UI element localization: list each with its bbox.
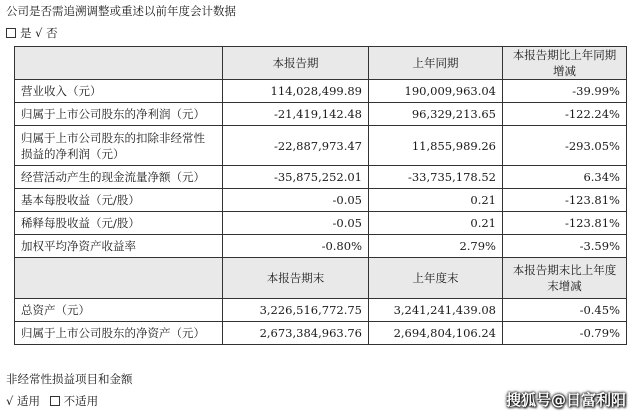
table-row (15, 80, 627, 103)
change-value: -0.45% (503, 299, 627, 322)
row-label: 经营活动产生的现金流量净额（元） (15, 166, 223, 189)
change-value: -39.99% (503, 80, 627, 103)
current-value: -0.05 (223, 212, 369, 235)
change-value: -0.79% (503, 322, 627, 345)
table-row (15, 235, 627, 258)
row-label: 归属于上市公司股东的净资产（元） (15, 322, 223, 345)
table-row (15, 166, 627, 189)
prior-value: 0.21 (369, 189, 503, 212)
option-yes-label: 是 (20, 26, 32, 40)
current-value: 3,226,516,772.75 (223, 299, 369, 322)
prior-value: 2,694,804,106.24 (369, 322, 503, 345)
row-label: 营业收入（元） (15, 80, 223, 103)
prior-value: 3,241,241,439.08 (369, 299, 503, 322)
applicability-options (6, 393, 98, 409)
header-prior-year-end: 上年度末 (369, 258, 503, 299)
table-row (15, 322, 627, 345)
row-label: 基本每股收益（元/股） (15, 189, 223, 212)
unchecked-box-icon (6, 28, 16, 38)
change-value: -293.05% (503, 126, 627, 166)
unchecked-box-icon (50, 396, 60, 406)
current-value: 2,673,384,963.76 (223, 322, 369, 345)
prior-value: 2.79% (369, 235, 503, 258)
table-row (15, 126, 627, 166)
change-value: 6.34% (503, 166, 627, 189)
row-label: 总资产（元） (15, 299, 223, 322)
row-label: 加权平均净资产收益率 (15, 235, 223, 258)
table-row (15, 189, 627, 212)
header-period-end: 本报告期末 (223, 258, 369, 299)
header-blank (15, 258, 223, 299)
section-heading: 公司是否需追溯调整或重述以前年度会计数据 (6, 4, 236, 18)
table-row (15, 212, 627, 235)
header-blank (15, 47, 223, 80)
header-prior-period: 上年同期 (369, 47, 503, 80)
prior-value: 96,329,213.65 (369, 103, 503, 126)
change-value: -123.81% (503, 189, 627, 212)
table2-header-row (15, 258, 627, 299)
current-value: -22,887,973.47 (223, 126, 369, 166)
row-label: 归属于上市公司股东的净利润（元） (15, 103, 223, 126)
option-no-label: 否 (46, 26, 58, 40)
check-mark: √ (6, 394, 14, 408)
header-change: 本报告期末比上年度末增减 (503, 258, 627, 299)
current-value: 114,028,499.89 (223, 80, 369, 103)
current-value: -35,875,252.01 (223, 166, 369, 189)
table-row (15, 299, 627, 322)
change-value: -3.59% (503, 235, 627, 258)
current-value: -0.80% (223, 235, 369, 258)
change-value: -123.81% (503, 212, 627, 235)
prior-value: -33,735,178.52 (369, 166, 503, 189)
option-not-applicable-label: 不适用 (63, 394, 99, 408)
financial-data-table (14, 46, 627, 345)
option-applicable-label: 适用 (16, 394, 40, 408)
header-current-period: 本报告期 (223, 47, 369, 80)
check-mark: √ (35, 26, 43, 40)
prior-value: 0.21 (369, 212, 503, 235)
restatement-options (6, 25, 58, 41)
header-change: 本报告期比上年同期增减 (503, 47, 627, 80)
prior-value: 11,855,989.26 (369, 126, 503, 166)
row-label: 稀释每股收益（元/股） (15, 212, 223, 235)
current-value: -0.05 (223, 189, 369, 212)
footer-heading: 非经常性损益项目和金额 (6, 372, 133, 386)
row-label: 归属于上市公司股东的扣除非经常性损益的净利润（元） (15, 126, 223, 166)
prior-value: 190,009,963.04 (369, 80, 503, 103)
watermark: 搜狐号@日富利阳 (505, 391, 626, 409)
table-row (15, 103, 627, 126)
current-value: -21,419,142.48 (223, 103, 369, 126)
table1-header-row (15, 47, 627, 80)
change-value: -122.24% (503, 103, 627, 126)
